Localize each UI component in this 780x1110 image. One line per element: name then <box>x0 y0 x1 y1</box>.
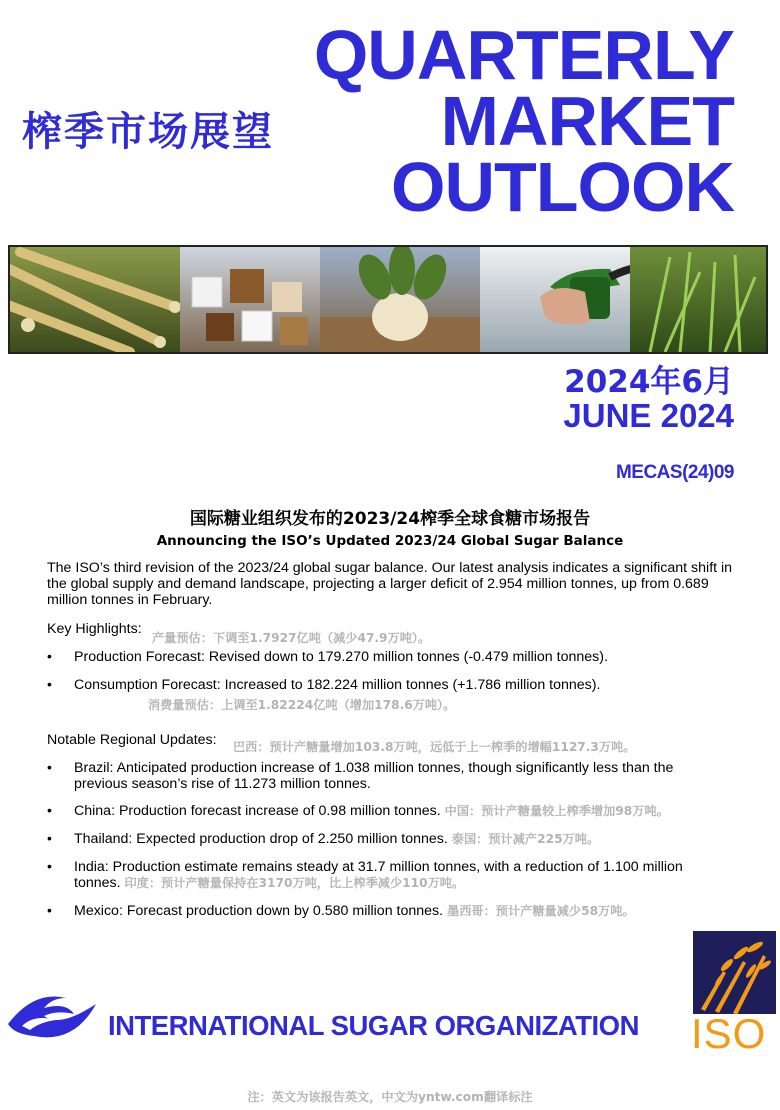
banner-photo-strip-icon <box>10 247 766 352</box>
key-highlights-label: Key Highlights: <box>47 621 142 637</box>
intro-paragraph: The ISO’s third revision of the 2023/24 global sugar balance. Our latest analysis indicates a significant shift in the global supply and demand landscape, projecting a larger deficit of 2.954 million tonnes, up from 0.689 million tonnes in February. <box>47 560 733 608</box>
regional-item-brazil: Brazil: Anticipated production increase of 1.038 million tonnes, though significantly less than the previous season’s rise of 11.273 million tonnes. <box>74 760 674 792</box>
regional-note-china: 中国：预计产糖量较上榨季增加98万吨。 <box>444 804 669 818</box>
regional-item-india-line2-row <box>74 875 744 891</box>
regional-item-india-line2: tonnes. <box>74 875 121 891</box>
regional-item-mexico-text: Mexico: Forecast production down by 0.580 million tonnes. <box>74 903 444 919</box>
key-note-production: 产量预估：下调至1.7927亿吨（减少47.9万吨）。 <box>152 631 431 645</box>
regional-item-mexico <box>74 903 744 919</box>
regional-note-india: 印度：预计产糖量保持在3170万吨，比上榨季减少110万吨。 <box>124 876 465 890</box>
banner-image <box>8 245 768 354</box>
title-line-3: OUTLOOK <box>391 148 734 226</box>
date-english: JUNE 2024 <box>563 397 734 434</box>
regional-item-india <box>74 859 744 891</box>
report-title <box>313 16 734 226</box>
bullet-icon: • <box>47 830 52 846</box>
iso-swoosh-logo-icon <box>4 984 100 1046</box>
regional-item-china-text: China: Production forecast increase of 0.98 million tonnes. <box>74 803 441 819</box>
iso-logo-text: ISO <box>691 1010 767 1057</box>
sugarcane-logo-icon <box>693 931 776 1014</box>
footer-translation-note: 注：英文为该报告英文，中文为yntw.com翻译标注 <box>247 1090 533 1104</box>
title-line-1: QUARTERLY <box>313 16 734 94</box>
regional-note-brazil: 巴西：预计产糖量增加103.8万吨，远低于上一榨季的增幅1127.3万吨。 <box>233 740 636 754</box>
title-chinese: 榨季市场展望 <box>22 109 274 155</box>
bullet-icon: • <box>47 759 52 775</box>
organization-name: INTERNATIONAL SUGAR ORGANIZATION <box>108 1010 639 1041</box>
iso-logo-square <box>693 931 776 1014</box>
bullet-icon: • <box>47 902 52 918</box>
date-chinese: 2024年6月 <box>564 364 734 400</box>
bullet-icon: • <box>47 858 52 874</box>
regional-item-thailand-text: Thailand: Expected production drop of 2.250 million tonnes. <box>74 831 448 847</box>
regional-item-thailand <box>74 831 744 847</box>
key-note-consumption: 消费量预估：上调至1.82224亿吨（增加178.6万吨）。 <box>148 698 456 712</box>
regional-item-india-line1: India: Production estimate remains steady at 31.7 million tonnes, with a reduction of 1.100 million <box>74 859 683 875</box>
document-code: MECAS(24)09 <box>615 462 734 483</box>
regional-note-thailand: 泰国：预计减产225万吨。 <box>451 832 600 846</box>
article-heading-english: Announcing the ISO’s Updated 2023/24 Global Sugar Balance <box>156 533 624 549</box>
regional-item-china <box>74 803 744 819</box>
regional-updates-label: Notable Regional Updates: <box>47 732 217 748</box>
regional-note-mexico: 墨西哥：预计产糖量减少58万吨。 <box>447 904 635 918</box>
bullet-icon: • <box>47 648 52 664</box>
article-heading-chinese: 国际糖业组织发布的2023/24榨季全球食糖市场报告 <box>189 509 591 529</box>
bullet-icon: • <box>47 676 52 692</box>
bullet-icon: • <box>47 802 52 818</box>
key-item-consumption: Consumption Forecast: Increased to 182.224 million tonnes (+1.786 million tonnes). <box>74 677 601 693</box>
key-item-production: Production Forecast: Revised down to 179.270 million tonnes (-0.479 million tonnes). <box>74 649 608 665</box>
title-line-2: MARKET <box>440 82 734 160</box>
